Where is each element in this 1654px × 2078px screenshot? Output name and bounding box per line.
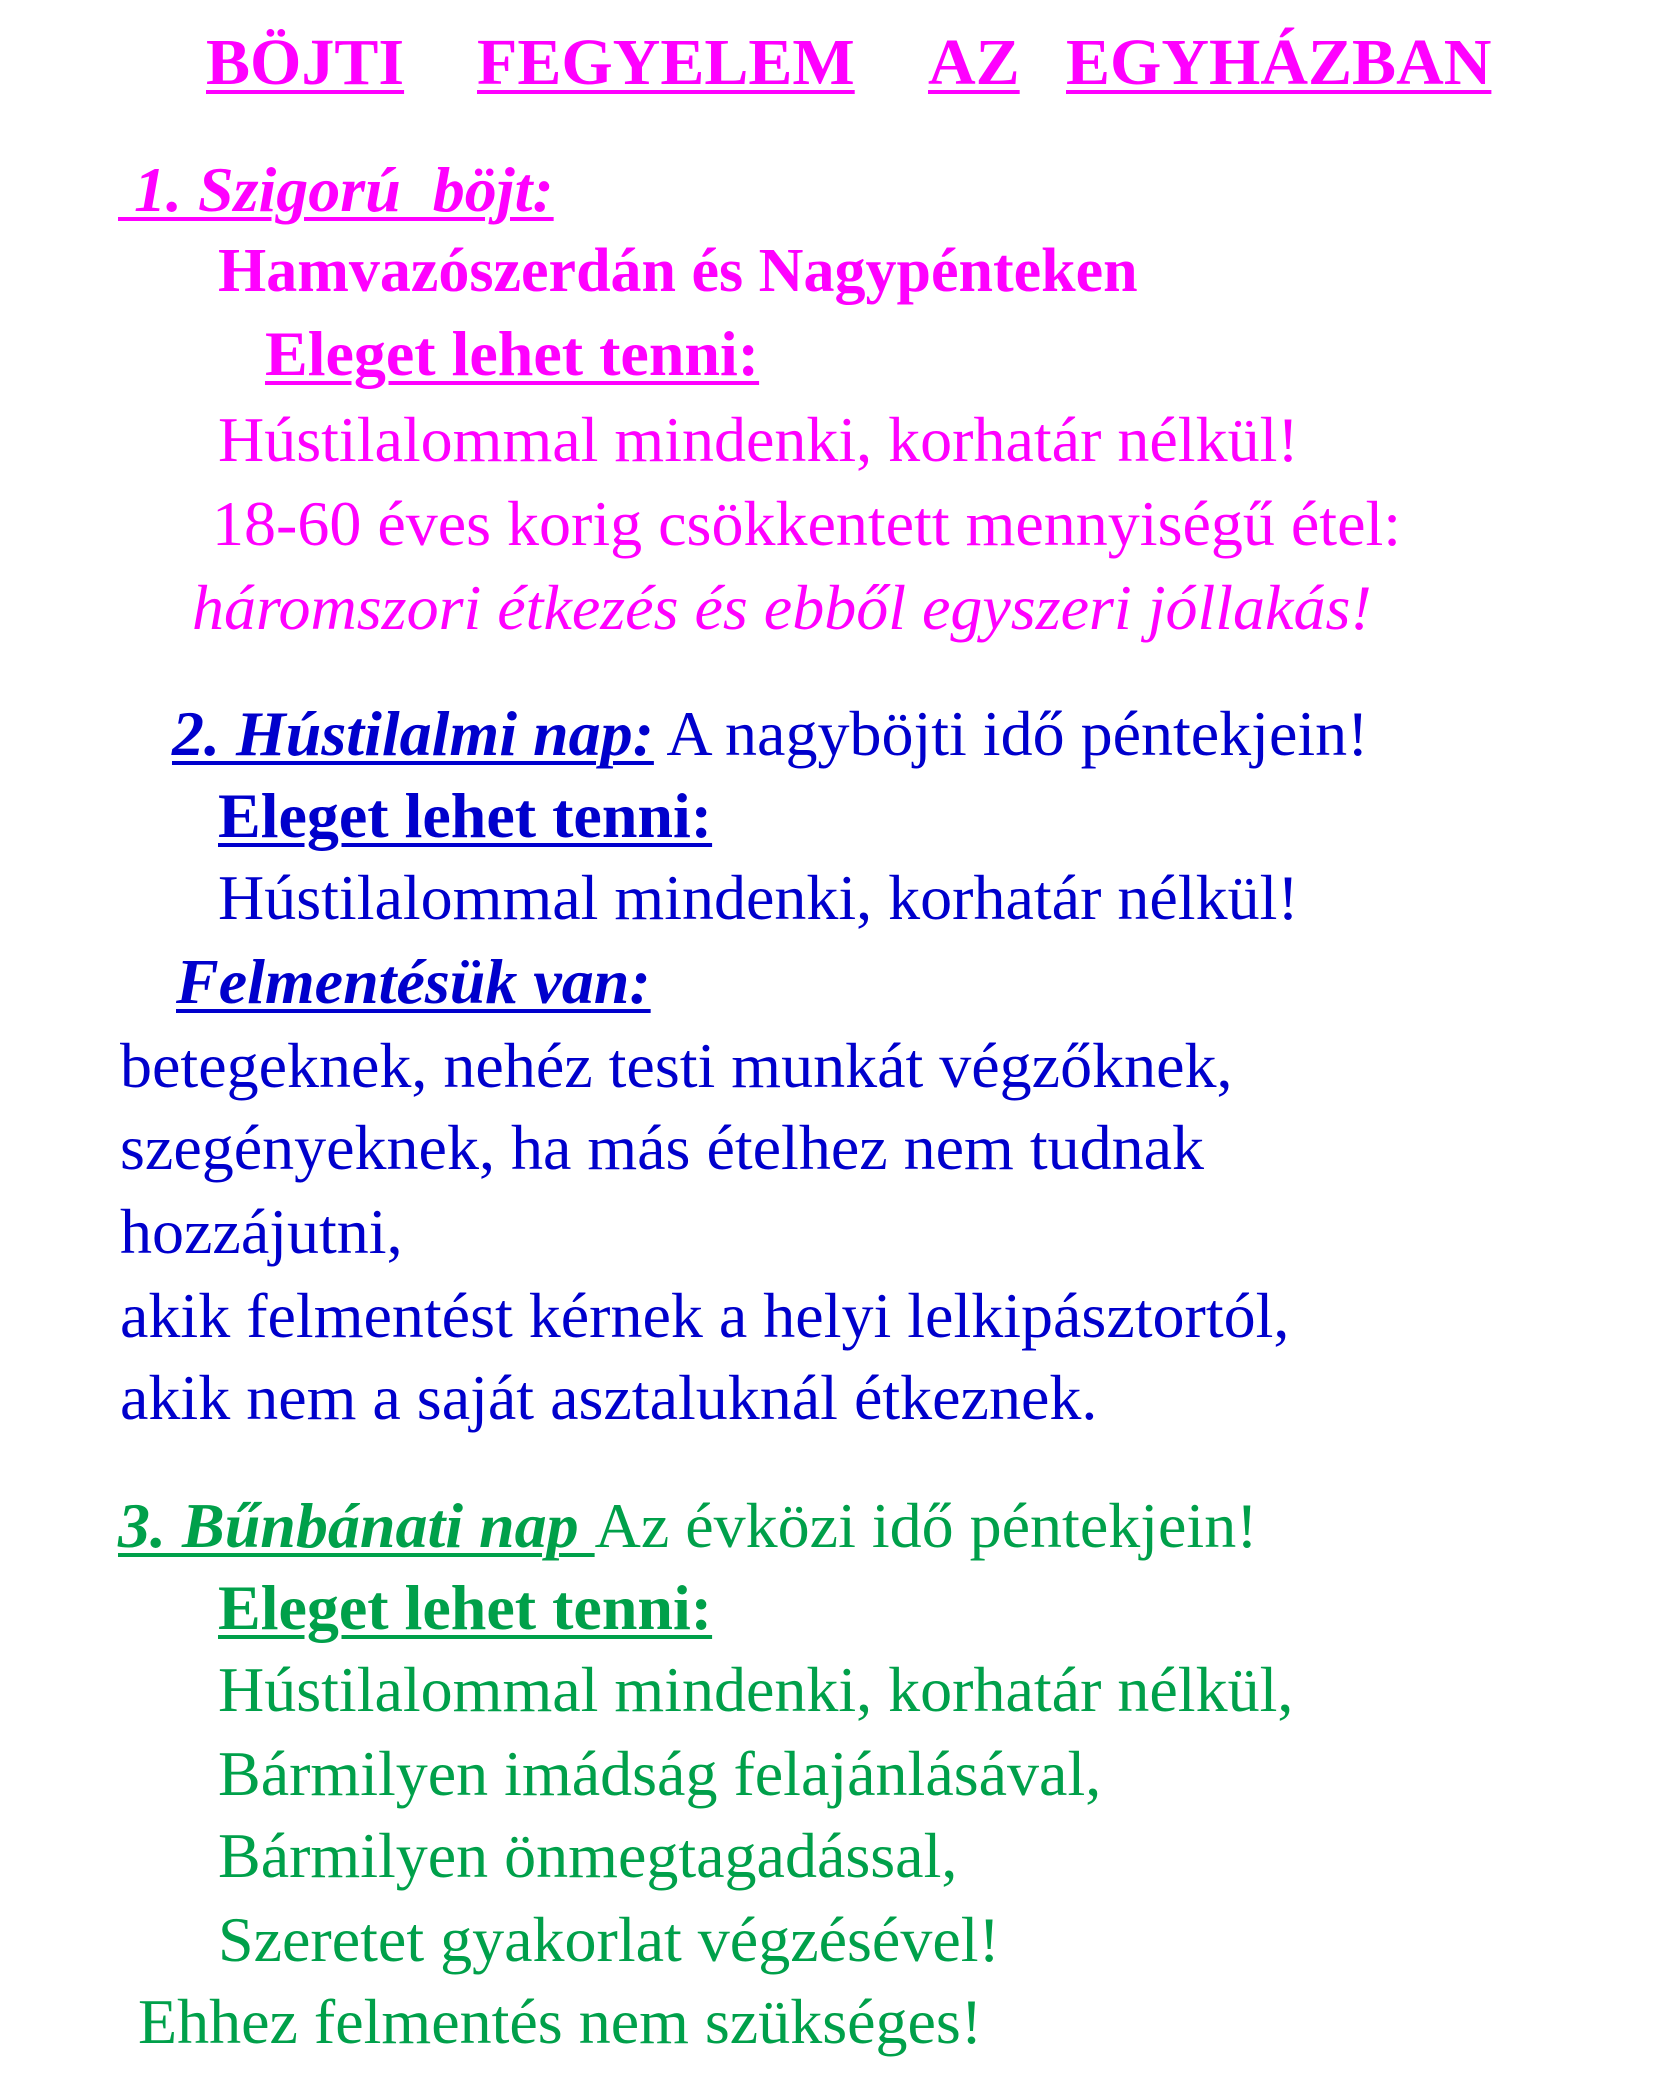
section1-line1: Hústilalommal mindenki, korhatár nélkül! — [218, 404, 1299, 475]
section1-line2: 18-60 éves korig csökkentett mennyiségű étel: — [212, 488, 1402, 559]
section3-footer: Ehhez felmentés nem szükséges! — [138, 1986, 983, 2057]
title-word: EGYHÁZBAN — [1066, 26, 1492, 99]
exemption-item: akik nem a saját asztaluknál étkeznek. — [120, 1362, 1098, 1433]
section2-heading-line — [172, 698, 1369, 769]
title-word: FEGYELEM — [477, 26, 855, 99]
title-word: BÖJTI — [206, 26, 405, 99]
section3-heading-line — [118, 1490, 1258, 1561]
section2-subheading: Eleget lehet tenni: — [218, 780, 713, 851]
section3-line: Bármilyen imádság felajánlásával, — [218, 1738, 1102, 1809]
section3-line: Hústilalommal mindenki, korhatár nélkül, — [218, 1654, 1294, 1725]
section1-days: Hamvazószerdán és Nagypénteken — [218, 237, 1138, 305]
section2-heading: 2. Hústilalmi nap: — [172, 698, 654, 769]
section2-heading-rest: A nagyböjti idő péntekjein! — [653, 698, 1369, 769]
section3-line: Szeretet gyakorlat végzésével! — [218, 1904, 1000, 1975]
section3-heading-rest: Az évközi idő péntekjein! — [594, 1490, 1258, 1561]
section2-line1: Hústilalommal mindenki, korhatár nélkül! — [218, 862, 1299, 933]
section1-subheading: Eleget lehet tenni: — [265, 318, 760, 389]
title-word: AZ — [928, 26, 1020, 99]
exemption-item: betegeknek, nehéz testi munkát végzőknek, — [120, 1030, 1233, 1101]
section1-line3: háromszori étkezés és ebből egyszeri jóllakás! — [192, 572, 1372, 643]
section2-exemption-heading: Felmentésük van: — [176, 946, 651, 1017]
section1-heading: 1. Szigorú böjt: — [118, 154, 554, 225]
exemption-item: hozzájutni, — [120, 1196, 403, 1267]
exemption-item: szegényeknek, ha más ételhez nem tudnak — [120, 1112, 1204, 1183]
section3-line: Bármilyen önmegtagadással, — [218, 1820, 958, 1891]
exemption-item: akik felmentést kérnek a helyi lelkipásztortól, — [120, 1280, 1290, 1351]
section3-subheading: Eleget lehet tenni: — [218, 1572, 713, 1643]
section3-heading: 3. Bűnbánati nap — [118, 1490, 595, 1561]
